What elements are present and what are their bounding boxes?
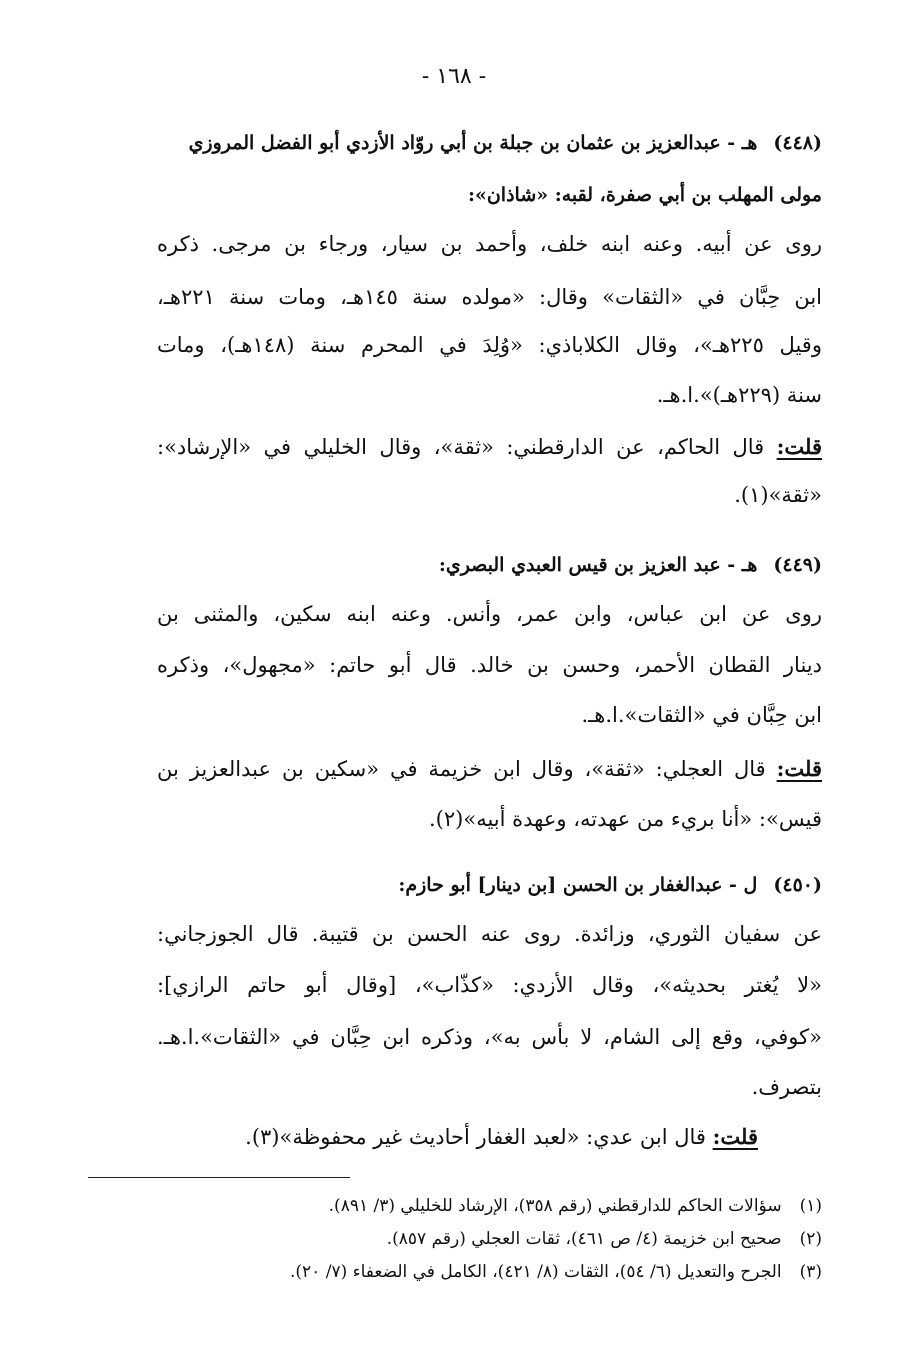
footnote-2 [82, 1226, 822, 1252]
qult-line [158, 1120, 758, 1154]
footnote-3 [82, 1259, 822, 1285]
entry-text-line: سنة (٢٢٩هـ)».ا.هـ. [656, 383, 822, 407]
entry-text-line: دينار القطان الأحمر، وحسن بن خالد. قال أبو حاتم: «مجهول»، وذكره [157, 653, 822, 677]
qult-line [157, 430, 822, 464]
qult-line [157, 752, 822, 786]
footnote-text: الجرح والتعديل (٦/ ٥٤)، الثقات (٨/ ٤٢١)، الكامل في الضعفاء (٧/ ٢٠). [289, 1262, 782, 1282]
entry-number: (٤٤٩) [773, 554, 822, 576]
qult-label: قلت: [776, 434, 822, 459]
qult-text-line: «ثقة»(١). [734, 483, 822, 507]
entry-text-line: روى عن أبيه. وعنه ابنه خلف، وأحمد بن سيار، ورجاء بن مرجى. ذكره [157, 232, 822, 256]
entry-title: ل - عبدالغفار بن الحسن [بن دينار] أبو حازم: [398, 874, 758, 896]
qult-text-line: قيس»: «أنا بريء من عهدته، وعهدة أبيه»(٢). [429, 807, 822, 831]
entry-text-line: روى عن ابن عباس، وابن عمر، وأنس. وعنه ابنه سكين، والمثنى بن [157, 602, 822, 626]
entry-heading-450 [82, 870, 822, 900]
entry-text-line: وقيل ٢٢٥هـ»، وقال الكلاباذي: «وُلِدَ في المحرم سنة (١٤٨هـ)، ومات [157, 333, 822, 357]
qult-label: قلت: [712, 1124, 758, 1149]
entry-heading-449 [82, 550, 822, 580]
page-number: - ١٦٨ - [421, 64, 487, 89]
footnote-text: سؤالات الحاكم للدارقطني (رقم ٣٥٨)، الإرشاد للخليلي (٣/ ٨٩١). [328, 1196, 782, 1216]
qult-text: قال الحاكم، عن الدارقطني: «ثقة»، وقال الخليلي في «الإرشاد»: [157, 435, 777, 459]
qult-label: قلت: [776, 756, 822, 781]
entry-text-line: بتصرف. [751, 1075, 822, 1099]
entry-text-line: «لا يُغتر بحديثه»، وقال الأزدي: «كذّاب»، [وقال أبو حاتم الرازي]: [157, 973, 822, 997]
footnote-1 [82, 1193, 822, 1219]
entry-heading-448 [82, 128, 822, 158]
qult-text: قال العجلي: «ثقة»، وقال ابن خزيمة في «سكين بن عبدالعزيز بن [157, 757, 777, 781]
entry-text-line: عن سفيان الثوري، وزائدة. روى عنه الحسن بن قتيبة. قال الجوزجاني: [157, 922, 822, 946]
footnote-number: (١) [799, 1196, 822, 1216]
entry-text-line: ابن حِبَّان في «الثقات».ا.هـ. [581, 703, 822, 727]
footnote-number: (٣) [799, 1262, 822, 1282]
entry-text-line: «كوفي، وقع إلى الشام، لا بأس به»، وذكره ابن حِبَّان في «الثقات».ا.هـ. [157, 1025, 822, 1049]
footnote-number: (٢) [799, 1229, 822, 1249]
entry-text-line: ابن حِبَّان في «الثقات» وقال: «مولده سنة ١٤٥هـ، ومات سنة ٢٢١هـ، [157, 285, 823, 309]
entry-number: (٤٤٨) [773, 132, 822, 154]
footnote-separator [88, 1177, 350, 1178]
entry-number: (٤٥٠) [773, 874, 822, 896]
entry-title: هـ - عبد العزيز بن قيس العبدي البصري: [438, 554, 758, 576]
qult-text: قال ابن عدي: «لعبد الغفار أحاديث غير محفوظة»(٣). [245, 1125, 713, 1149]
entry-title: هـ - عبدالعزيز بن عثمان بن جبلة بن أبي روّاد الأزدي أبو الفضل المروزي [188, 132, 758, 154]
footnote-text: صحيح ابن خزيمة (٤/ ص ٤٦١)، ثقات العجلي (رقم ٨٥٧). [386, 1229, 782, 1249]
entry-heading-continuation: مولى المهلب بن أبي صفرة، لقبه: «شاذان»: [467, 184, 822, 206]
